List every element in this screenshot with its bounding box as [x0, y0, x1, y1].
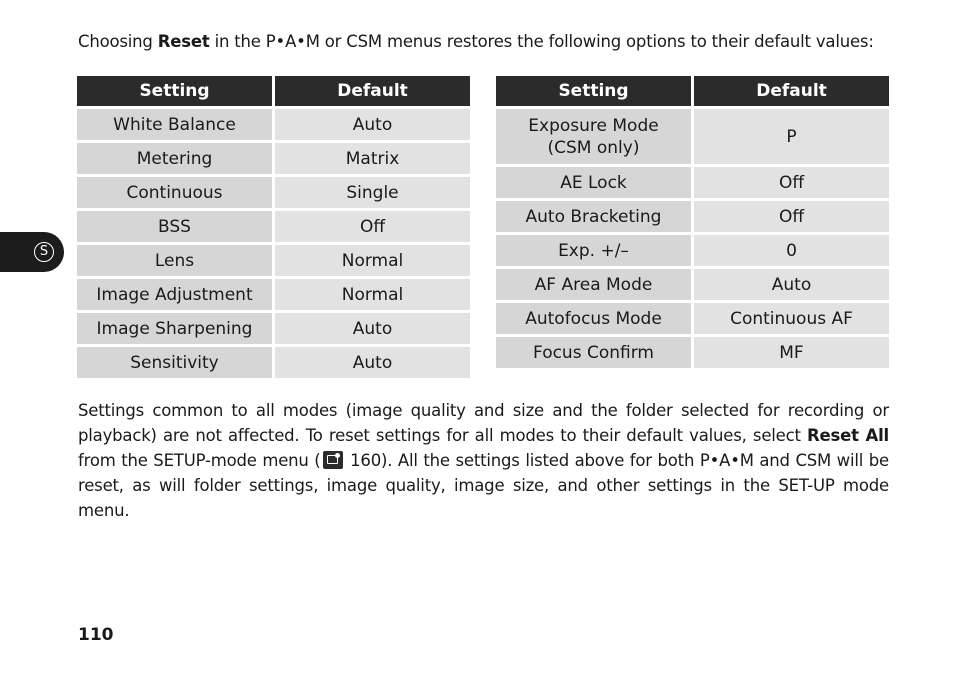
para-bold: Reset All: [806, 426, 889, 445]
setting-cell: BSS: [77, 211, 272, 242]
table-row: [496, 167, 889, 198]
default-cell: Continuous AF: [694, 303, 889, 334]
header-setting: Setting: [77, 76, 272, 106]
setting-cell: Auto Bracketing: [496, 201, 691, 232]
header-setting: Setting: [496, 76, 691, 106]
para-ref-page: 160).: [344, 451, 393, 470]
default-cell: Auto: [275, 109, 470, 140]
table-row: [496, 303, 889, 334]
body-paragraph: [78, 398, 889, 523]
settings-table-right: [493, 73, 892, 371]
setting-line-2: (CSM only): [547, 137, 640, 158]
setting-cell: AF Area Mode: [496, 269, 691, 300]
default-cell: Normal: [275, 279, 470, 310]
table-row: [77, 109, 470, 140]
section-letter-icon: S: [34, 242, 54, 262]
intro-bold: Reset: [157, 32, 210, 51]
settings-table-left: [74, 73, 473, 381]
setting-cell: Focus Confirm: [496, 337, 691, 368]
table-row: [77, 143, 470, 174]
default-cell: P: [694, 109, 889, 164]
default-cell: Auto: [694, 269, 889, 300]
para-part-1: Settings common to all modes (image quality and size and the folder selected for recording or playback) are not affected. To reset settings for all modes to their default values, select: [78, 401, 889, 445]
setting-line-1: Exposure Mode: [528, 115, 659, 136]
intro-before: Choosing: [78, 32, 158, 51]
default-cell: Off: [275, 211, 470, 242]
default-cell: Matrix: [275, 143, 470, 174]
setting-cell: AE Lock: [496, 167, 691, 198]
table-row: [496, 109, 889, 164]
default-cell: Auto: [275, 313, 470, 344]
default-cell: 0: [694, 235, 889, 266]
table-row: [496, 235, 889, 266]
setting-cell: Autofocus Mode: [496, 303, 691, 334]
default-cell: Single: [275, 177, 470, 208]
setting-cell: Image Adjustment: [77, 279, 272, 310]
header-default: Default: [694, 76, 889, 106]
page-number: 110: [78, 625, 114, 645]
table-row: [77, 347, 470, 378]
intro-after: in the P•A•M or CSM menus restores the following options to their default values:: [209, 32, 874, 51]
table-row: [496, 201, 889, 232]
table-row: [77, 211, 470, 242]
table-header-row: [496, 76, 889, 106]
setting-cell: Lens: [77, 245, 272, 276]
header-default: Default: [275, 76, 470, 106]
setting-cell: Metering: [77, 143, 272, 174]
setting-cell: White Balance: [77, 109, 272, 140]
setting-cell: Sensitivity: [77, 347, 272, 378]
table-row: [496, 269, 889, 300]
table-row: [77, 245, 470, 276]
setting-cell: Image Sharpening: [77, 313, 272, 344]
intro-text: [78, 30, 898, 54]
setting-cell: Exp. +/–: [496, 235, 691, 266]
section-tab: [0, 232, 64, 272]
para-part-2: from the SETUP-mode menu (: [78, 451, 321, 470]
setting-cell: Continuous: [77, 177, 272, 208]
table-header-row: [77, 76, 470, 106]
default-cell: MF: [694, 337, 889, 368]
table-row: [77, 313, 470, 344]
default-cell: Auto: [275, 347, 470, 378]
page-reference-icon: [323, 451, 343, 469]
default-cell: Off: [694, 201, 889, 232]
table-row: [496, 337, 889, 368]
default-cell: Normal: [275, 245, 470, 276]
para-part-3: All the settings listed above for both P•A•M and CSM will be reset, as will folder settings, image quality, image size, and other settings in the SET-UP mode menu.: [78, 451, 889, 520]
table-row: [77, 177, 470, 208]
default-cell: Off: [694, 167, 889, 198]
table-row: [77, 279, 470, 310]
setting-cell: [496, 109, 691, 164]
